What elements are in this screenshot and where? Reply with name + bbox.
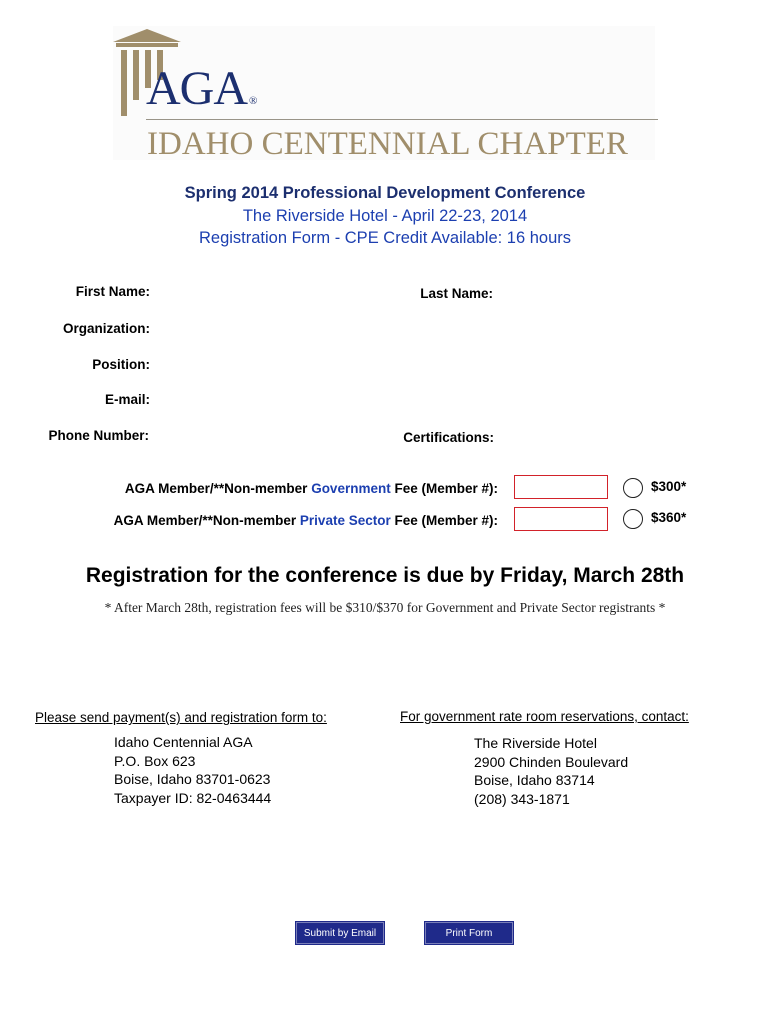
organization-field[interactable] <box>156 317 716 339</box>
address-line: (208) 343-1871 <box>474 791 570 808</box>
private-sector-member-number-input[interactable] <box>514 507 608 531</box>
logo-wordmark: AGA ® <box>146 62 257 115</box>
last-name-field[interactable] <box>498 282 738 304</box>
submit-by-email-button[interactable]: Submit by Email <box>296 922 384 944</box>
logo-subtitle: IDAHO CENTENNIAL CHAPTER <box>147 126 628 162</box>
due-date-notice: Registration for the conference is due by Friday, March 28th <box>85 564 685 587</box>
address-line: Boise, Idaho 83701-0623 <box>114 771 271 788</box>
private-sector-fee-radio[interactable] <box>623 509 643 529</box>
address-line: 2900 Chinden Boulevard <box>474 753 629 770</box>
conference-title: Spring 2014 Professional Development Conference <box>184 184 586 202</box>
email-field[interactable] <box>156 388 716 410</box>
print-form-button[interactable]: Print Form <box>425 922 513 944</box>
address-line: Boise, Idaho 83714 <box>474 772 595 789</box>
government-fee-price: $300* <box>651 479 687 494</box>
certifications-label: Certifications: <box>403 430 494 445</box>
government-fee-radio[interactable] <box>623 478 643 498</box>
payment-address <box>114 733 271 808</box>
conference-venue: The Riverside Hotel - April 22-23, 2014 <box>242 207 528 225</box>
logo-divider <box>146 119 658 120</box>
payment-heading: Please send payment(s) and registration form to: <box>35 710 327 725</box>
private-sector-fee-label: AGA Member/**Non-member Private Sector Fee (Member #): <box>113 513 498 528</box>
address-line: Idaho Centennial AGA <box>114 734 253 750</box>
certifications-field[interactable] <box>498 426 738 448</box>
hotel-address <box>474 734 628 809</box>
aga-logo <box>113 26 655 160</box>
position-field[interactable] <box>156 353 716 375</box>
organization-label: Organization: <box>63 321 150 336</box>
reservations-heading: For government rate room reservations, contact: <box>400 709 689 724</box>
address-line: Taxpayer ID: 82-0463444 <box>114 790 272 807</box>
address-line: The Riverside Hotel <box>474 735 597 751</box>
first-name-label: First Name: <box>75 284 150 299</box>
government-fee-label: AGA Member/**Non-member Government Fee (Member #): <box>124 481 498 496</box>
email-label: E-mail: <box>104 392 150 407</box>
government-member-number-input[interactable] <box>514 475 608 499</box>
private-sector-fee-price: $360* <box>651 510 687 525</box>
late-fee-note: * After March 28th, registration fees will be $310/$370 for Government and Private Sector registrants * <box>104 600 666 615</box>
address-line: P.O. Box 623 <box>114 752 196 769</box>
position-label: Position: <box>92 357 150 372</box>
form-subtitle: Registration Form - CPE Credit Available: 16 hours <box>198 229 572 247</box>
phone-label: Phone Number: <box>48 428 149 443</box>
last-name-label: Last Name: <box>420 286 493 301</box>
